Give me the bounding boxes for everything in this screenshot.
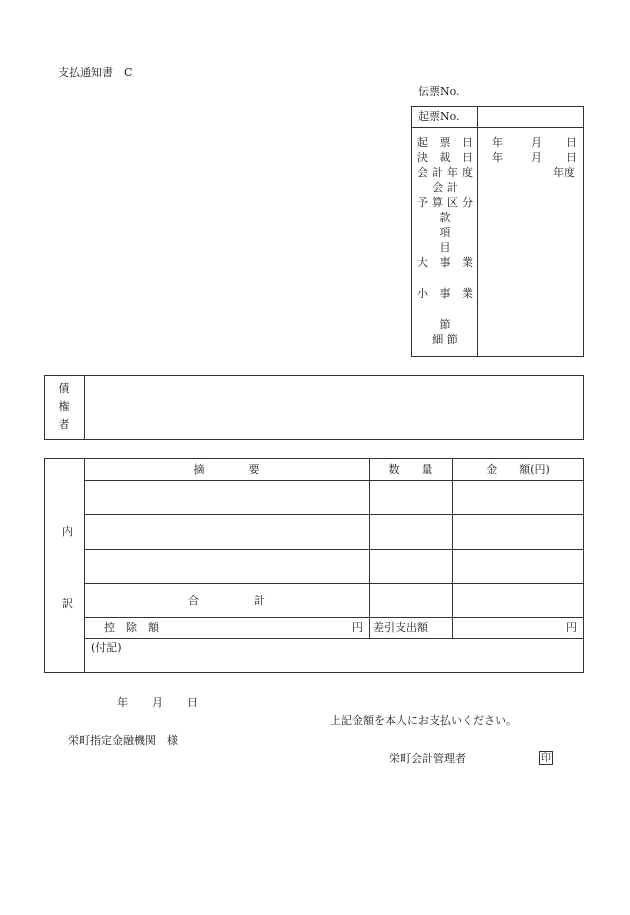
note-label: (付記) (91, 641, 122, 654)
total-quantity-cell[interactable] (371, 586, 450, 615)
label-kou: 項 (439, 226, 451, 239)
header-amount: 金 額(円) (486, 463, 550, 476)
header-summary: 摘 要 (193, 463, 260, 476)
summary-cell-2[interactable] (86, 517, 367, 547)
creditor-label-1: 債 (58, 382, 70, 395)
footer-day-unit: 日 (187, 696, 198, 709)
payment-request-text: 上記金額を本人にお支払いください。 (330, 714, 517, 727)
denpyo-number-label: 伝票No. (418, 85, 460, 98)
label-kessai-date: 決 裁 日 (417, 151, 473, 164)
label-major-project: 大 事 業 (417, 256, 473, 269)
kihyo-number-field[interactable] (481, 110, 581, 124)
creditor-label-2: 権 (58, 400, 70, 413)
net-payment-label: 差引支出額 (373, 621, 428, 634)
label-setsu: 節 (439, 318, 451, 331)
kihyo-month-unit: 月 (531, 136, 542, 149)
kessai-month-unit: 月 (531, 151, 542, 164)
quantity-cell-3[interactable] (371, 552, 450, 581)
deduction-yen-unit: 円 (352, 621, 363, 634)
quantity-cell-1[interactable] (371, 483, 450, 512)
kessai-year-unit: 年 (492, 151, 503, 164)
kihyo-year-unit: 年 (492, 136, 503, 149)
summary-cell-1[interactable] (86, 483, 367, 512)
seal-mark: 印 (541, 753, 551, 764)
label-moku: 目 (439, 241, 451, 254)
header-quantity: 数 量 (388, 463, 433, 476)
creditor-field[interactable] (88, 380, 580, 436)
document-title: 支払通知書 C (58, 66, 133, 79)
amount-cell-1[interactable] (454, 483, 582, 512)
amount-cell-2[interactable] (454, 517, 582, 547)
total-amount-cell[interactable] (454, 586, 582, 615)
note-field[interactable] (130, 641, 580, 669)
summary-cell-3[interactable] (86, 552, 367, 581)
breakdown-label-1: 内 (62, 525, 73, 538)
net-payment-yen-unit: 円 (566, 621, 577, 634)
amount-cell-3[interactable] (454, 552, 582, 581)
footer-year-unit: 年 (117, 696, 128, 709)
creditor-label-3: 者 (58, 418, 70, 431)
fiscal-year-unit: 年度 (553, 166, 575, 179)
label-kan: 款 (439, 211, 451, 224)
total-label: 合 計 (188, 594, 265, 607)
label-budget-category: 予算区分 (417, 196, 473, 209)
label-accounting: 会 計 (432, 181, 458, 194)
deduction-label: 控 除 額 (104, 621, 159, 634)
breakdown-label-2: 訳 (62, 597, 73, 610)
label-minor-project: 小 事 業 (417, 287, 473, 300)
kihyo-day-unit: 日 (566, 136, 577, 149)
kessai-day-unit: 日 (566, 151, 577, 164)
label-fiscal-year: 会計年度 (417, 166, 473, 179)
addressee: 栄町指定金融機関 様 (68, 734, 178, 747)
footer-month-unit: 月 (152, 696, 163, 709)
accounting-officer: 栄町会計管理者 (389, 752, 466, 765)
quantity-cell-2[interactable] (371, 517, 450, 547)
label-kihyo-date: 起 票 日 (417, 136, 473, 149)
kihyo-number-label: 起票No. (418, 110, 460, 123)
label-sai-setsu: 細 節 (432, 333, 458, 346)
